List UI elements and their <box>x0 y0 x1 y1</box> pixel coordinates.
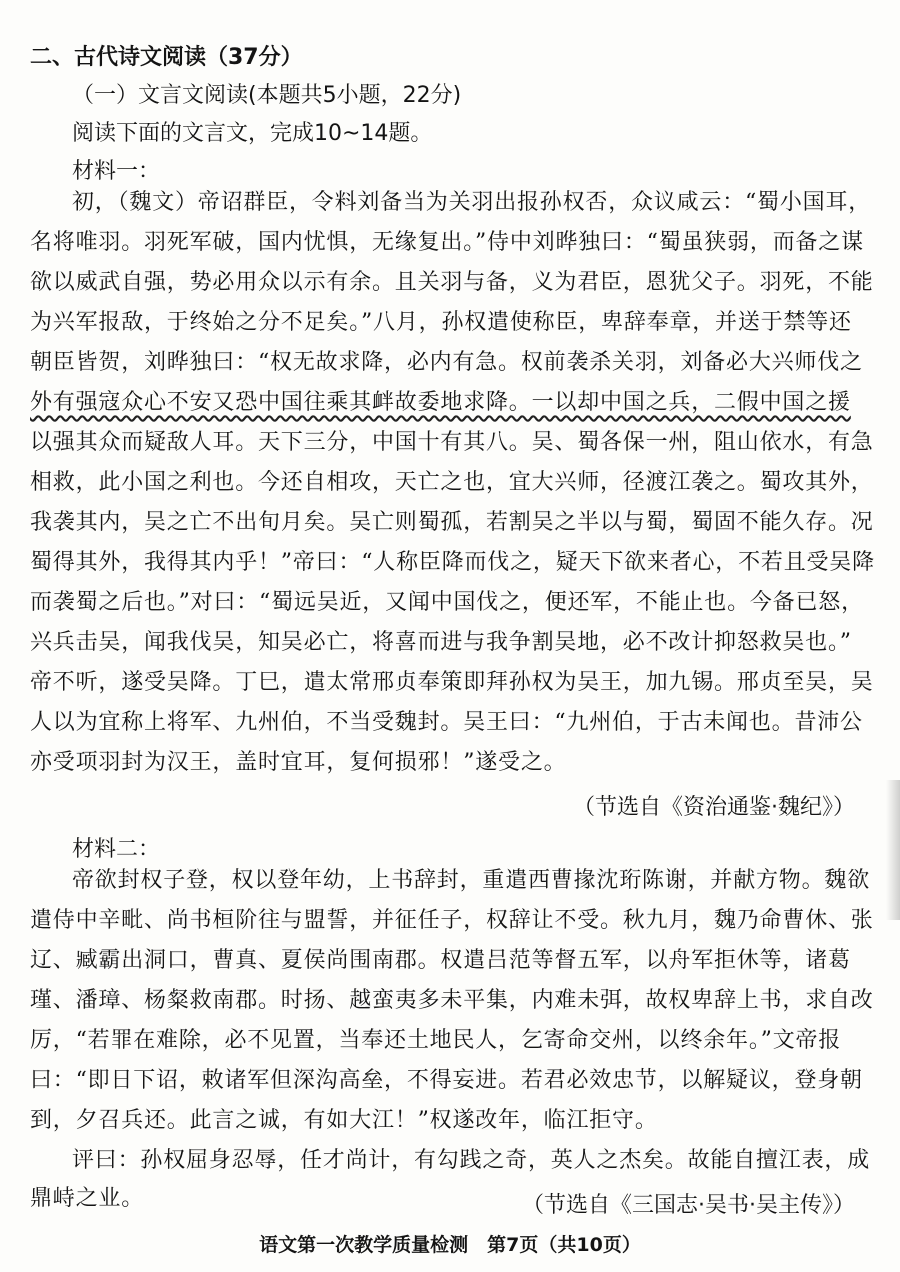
passage-line: 名将唯羽。羽死军破，国内忧惧，无缘复出。”侍中刘晔独曰：“蜀虽狭弱，而备之谋 <box>30 230 864 255</box>
passage-line: 为兴军报敌，于终始之分不足矣。”八月，孙权遣使称臣，卑辞奉章，并送于禁等还 <box>30 310 852 335</box>
material1-source: （节选自《资治通鉴·魏纪》） <box>573 795 855 820</box>
passage-line: 亦受项羽封为汉王，盖时宜耳，复何损邪！”遂受之。 <box>30 750 567 775</box>
passage-line: 遣侍中辛毗、尚书桓阶往与盟誓，并征任子，权辞让不受。秋九月，魏乃命曹休、张 <box>30 908 874 933</box>
page-footer: 语文第一次教学质量检测 第7页（共10页） <box>259 1234 641 1256</box>
passage-line: 瑾、潘璋、杨粲救南郡。时扬、越蛮夷多未平集，内难未弭，故权卑辞上书，求自改 <box>30 988 874 1013</box>
passage-line: 厉，“若罪在难除，必不见置，当奉还土地民人，乞寄命交州，以终余年。”文帝报 <box>30 1028 842 1053</box>
passage-line: 相救，此小国之利也。今还自相攻，天亡之也，宜大兴师，径渡江袭之。蜀攻其外， <box>30 470 874 495</box>
passage-line: 我袭其内，吴之亡不出旬月矣。吴亡则蜀孤，若割吴之半以与蜀，蜀固不能久存。况 <box>30 510 874 535</box>
passage-line: 蜀得其外，我得其内乎！”帝曰：“人称臣降而伐之，疑天下欲来者心，不若且受吴降 <box>30 550 875 575</box>
passage-line: 鼎峙之业。 <box>30 1186 145 1211</box>
passage-line: 评曰：孙权屈身忍辱，任才尚计，有勾践之奇，英人之杰矣。故能自擅江表，成 <box>72 1148 871 1173</box>
section-title: 二、古代诗文阅读（37分） <box>30 45 303 70</box>
material2-label: 材料二： <box>72 837 161 862</box>
passage-line: 曰：“即日下诏，敕诸军但深沟高垒，不得妄进。若君必效忠节，以解疑议，登身朝 <box>30 1068 863 1093</box>
material1-label: 材料一： <box>72 159 161 184</box>
material2-source: （节选自《三国志·吴书·吴主传》） <box>522 1193 855 1218</box>
instruction: 阅读下面的文言文，完成10~14题。 <box>72 121 433 146</box>
passage-line: 初，（魏文）帝诏群臣，令料刘备当为关羽出报孙权否，众议咸云：“蜀小国耳， <box>72 190 872 215</box>
passage-line: 朝臣皆贺，刘晔独曰：“权无故求降，必内有急。权前袭杀关羽，刘备必大兴师伐之 <box>30 350 863 375</box>
passage-line: 欲以威武自强，势必用众以示有余。且关羽与备，义为君臣，恩犹父子。羽死，不能 <box>30 270 874 295</box>
passage-line: 兴兵击吴，闻我伐吴，知吴必亡，将喜而进与我争割吴地，必不改计抑怒救吴也。” <box>30 630 852 655</box>
passage-line: 辽、臧霸出洞口，曹真、夏侯尚围南郡。权遣吕范等督五军，以舟军拒休等，诸葛 <box>30 948 851 973</box>
passage-line-underlined: 外有强寇众心不安又恐中国往乘其衅故委地求降。一以却中国之兵，二假中国之援 <box>30 390 851 415</box>
passage-line: 帝欲封权子登，权以登年幼，上书辞封，重遣西曹掾沈珩陈谢，并献方物。魏欲 <box>72 868 871 893</box>
passage-line: 而袭蜀之后也。”对曰：“蜀远吴近，又闻中国伐之，便还军，不能止也。今备已怒， <box>30 590 864 615</box>
passage-line: 以强其众而疑敌人耳。天下三分，中国十有其八。吴、蜀各保一州，阻山依水，有急 <box>30 430 874 455</box>
subsection-title: （一）文言文阅读(本题共5小题，22分) <box>72 83 462 108</box>
scan-edge-shadow <box>886 780 900 920</box>
passage-line: 到，夕召兵还。此言之诚，有如大江！”权遂改年，临江拒守。 <box>30 1108 658 1133</box>
passage-line: 人以为宜称上将军、九州伯，不当受魏封。吴王曰：“九州伯，于古未闻也。昔沛公 <box>30 710 863 735</box>
passage-line: 帝不听，遂受吴降。丁巳，遣太常邢贞奉策即拜孙权为吴王，加九锡。邢贞至吴，吴 <box>30 670 874 695</box>
